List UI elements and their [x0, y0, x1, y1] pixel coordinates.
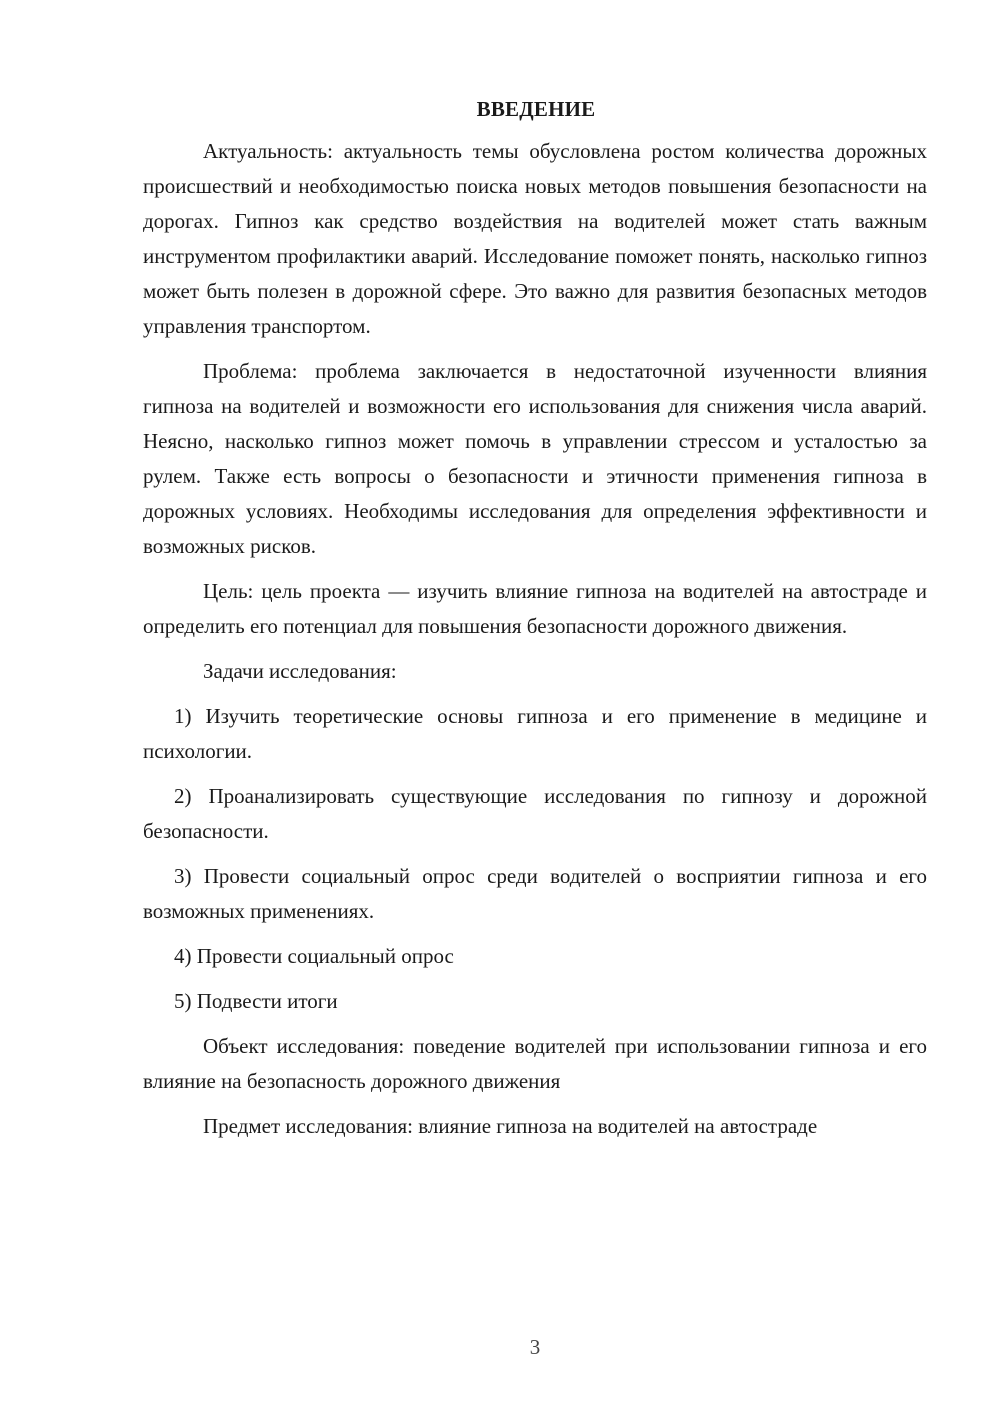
task-item-1: 1) Изучить теоретические основы гипноза и его применение в медицине и психологии. [143, 704, 927, 763]
problem-paragraph: Проблема: проблема заключается в недостаточной изученности влияния гипноза на водителей и возможности его использования для снижения числа аварий. Неясно, насколько гипноз может помочь в управлении стрессом и усталостью за рулем. Также есть вопросы о безопасности и этичности применения гипноза в дорожных условиях. Необходимы исследования для определения эффективности и возможных рисков. [143, 359, 927, 558]
subject-paragraph: Предмет исследования: влияние гипноза на водителей на автостраде [203, 1114, 818, 1138]
goal-paragraph: Цель: цель проекта — изучить влияние гипноза на водителей на автостраде и определить его потенциал для повышения безопасности дорожного движения. [143, 579, 927, 638]
tasks-heading: Задачи исследования: [203, 659, 397, 683]
task-item-5: 5) Подвести итоги [174, 989, 338, 1013]
task-item-3: 3) Провести социальный опрос среди водителей о восприятии гипноза и его возможных применениях. [143, 864, 927, 923]
page-number: 3 [529, 1335, 541, 1359]
relevance-paragraph: Актуальность: актуальность темы обусловлена ростом количества дорожных происшествий и необходимостью поиска новых методов повышения безопасности на дорогах. Гипноз как средство воздействия на водителей может стать важным инструментом профилактики аварий. Исследование поможет понять, насколько гипноз может быть полезен в дорожной сфере. Это важно для развития безопасных методов управления транспортом. [143, 139, 927, 338]
task-item-4: 4) Провести социальный опрос [174, 944, 454, 968]
object-paragraph: Объект исследования: поведение водителей при использовании гипноза и его влияние на безопасность дорожного движения [143, 1034, 927, 1093]
page-content [143, 92, 927, 1154]
task-item-2: 2) Проанализировать существующие исследования по гипнозу и дорожной безопасности. [143, 784, 927, 843]
page-title: ВВЕДЕНИЕ [476, 97, 596, 121]
